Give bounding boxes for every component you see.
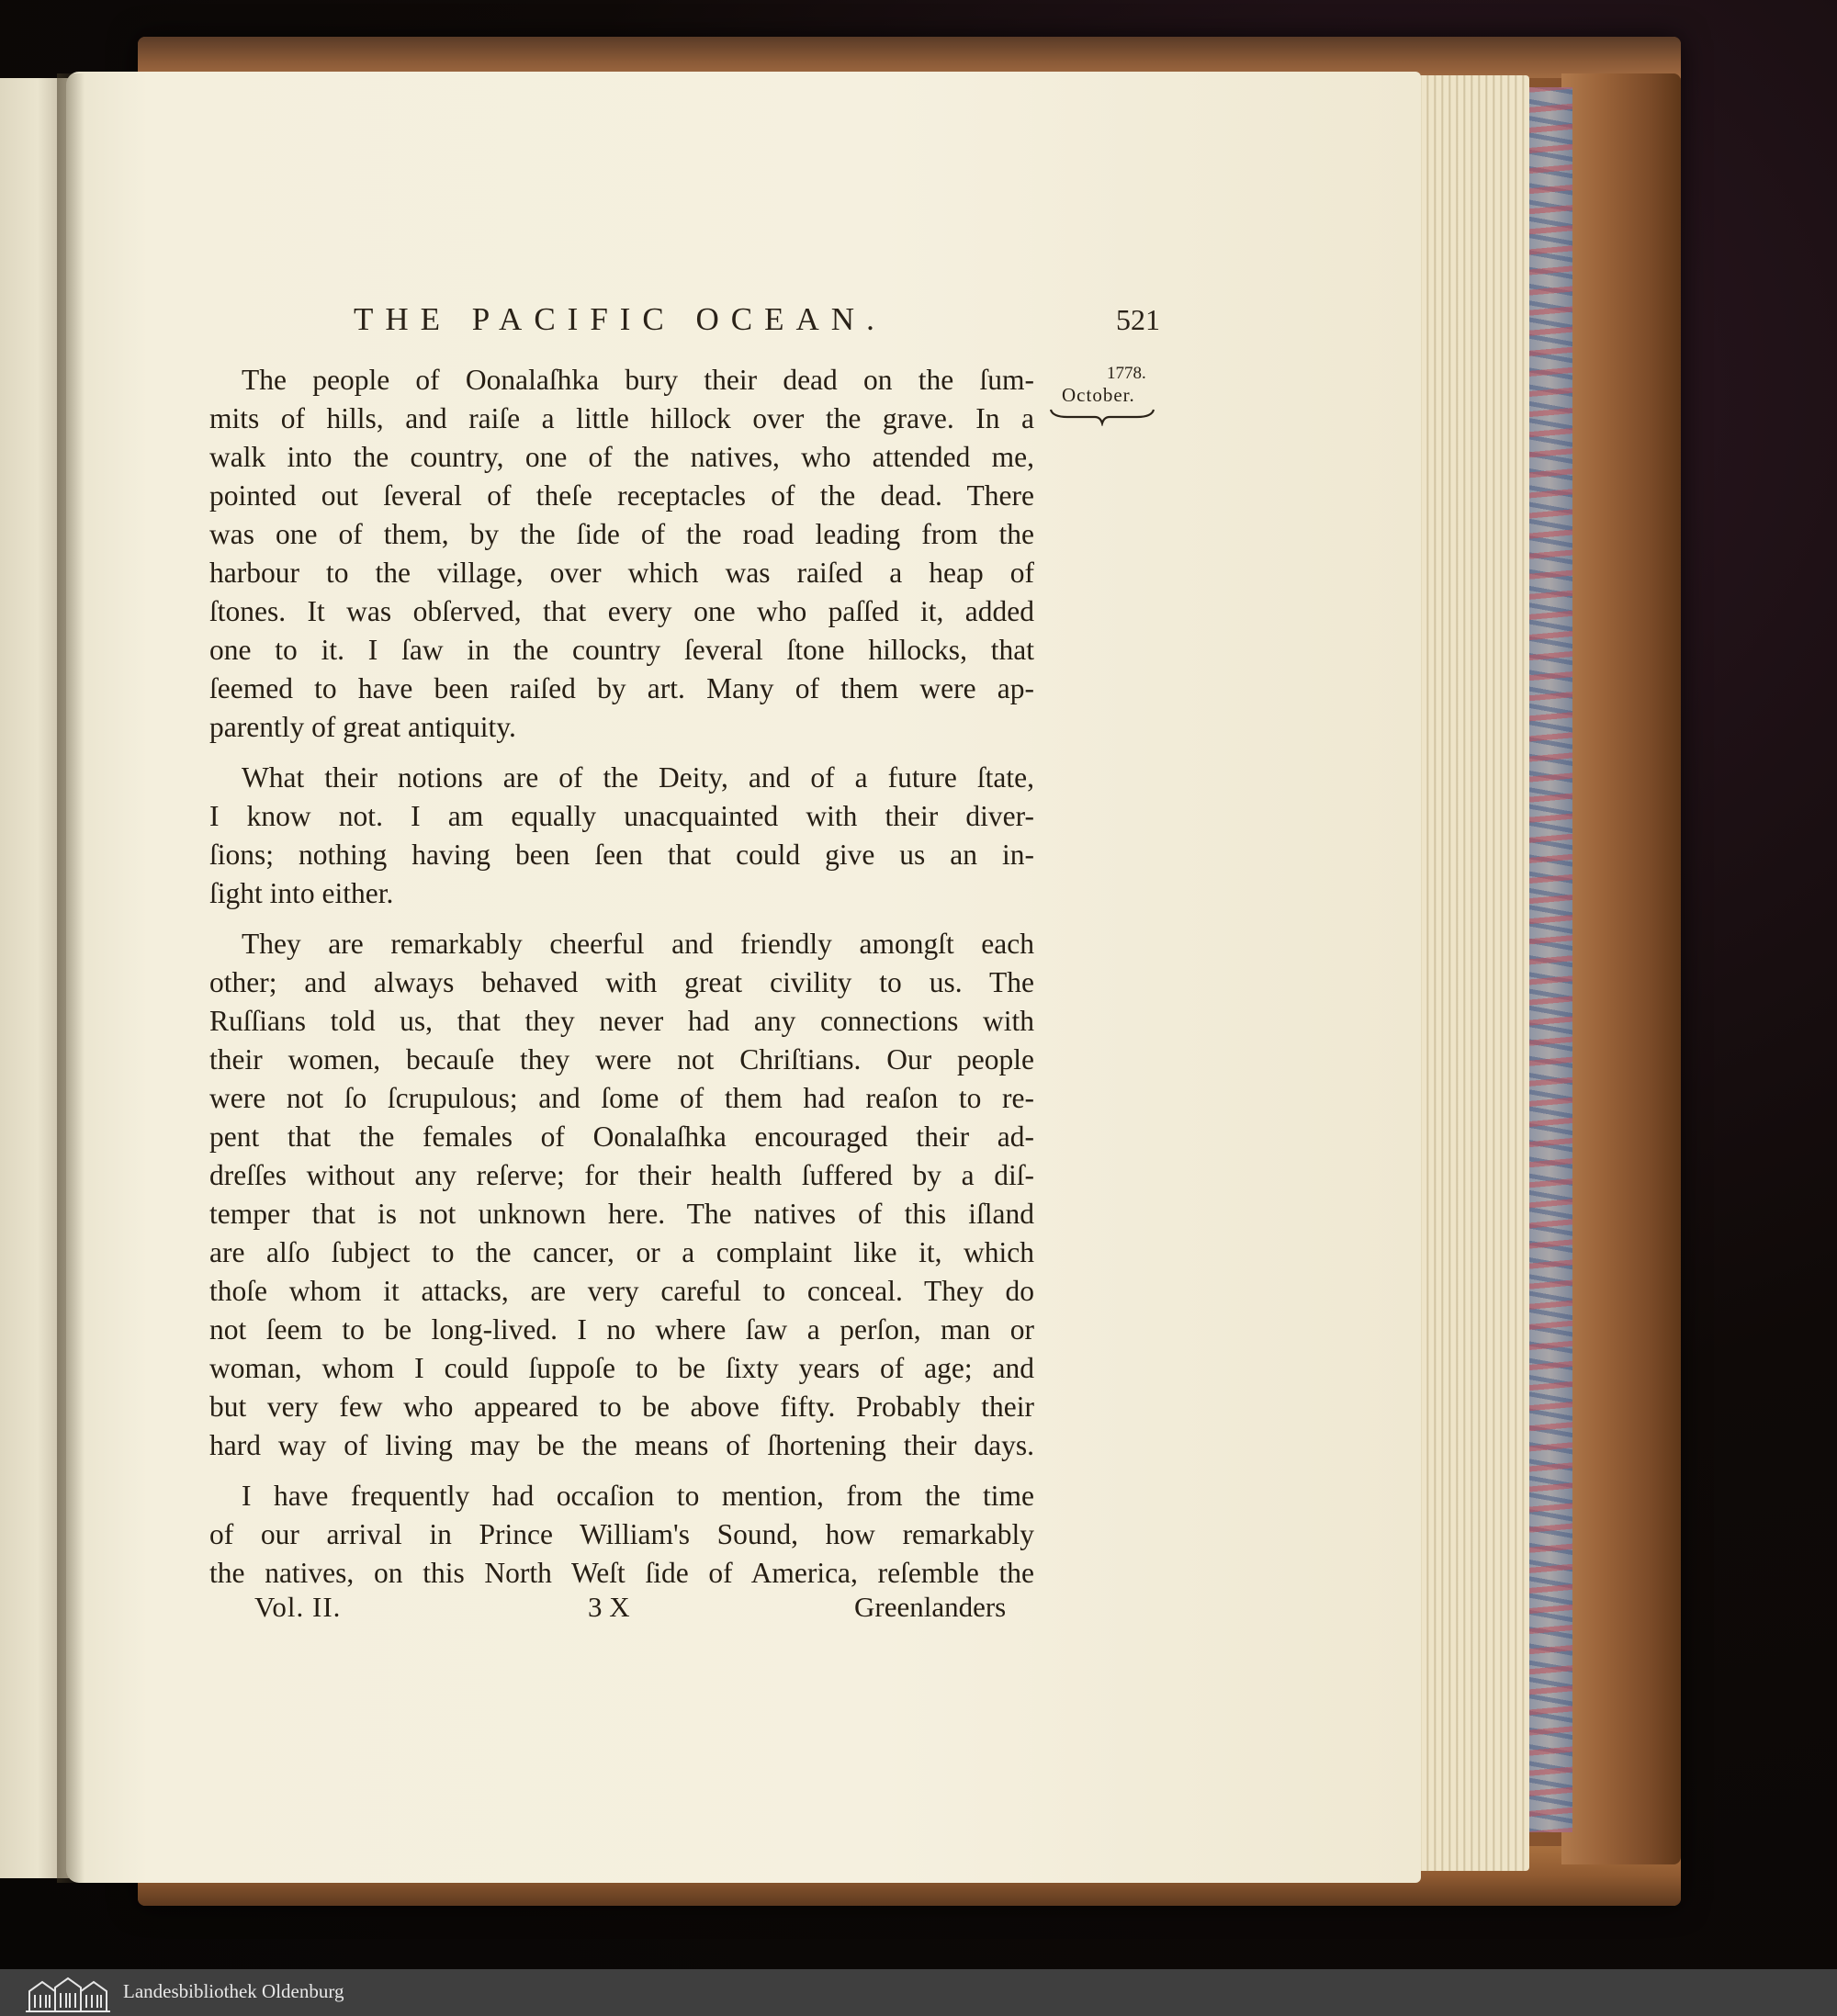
text-line: ſtones. It was obſerved, that every one who paſſed it, added bbox=[209, 595, 1034, 627]
marbled-edge bbox=[1527, 87, 1572, 1832]
library-building-icon bbox=[22, 1973, 114, 2013]
text-line: pointed out ſeveral of theſe receptacles of the dead. There bbox=[209, 479, 1034, 512]
gutter-shadow bbox=[57, 73, 85, 1883]
text-line: are alſo ſubject to the cancer, or a complaint like it, which bbox=[209, 1236, 1034, 1268]
margin-note-year: 1778. bbox=[1107, 364, 1146, 383]
text-line: were not ſo ſcrupulous; and ſome of them had reaſon to re- bbox=[209, 1082, 1034, 1114]
text-line: other; and always behaved with great civility to us. The bbox=[209, 966, 1034, 998]
footer-volume: Vol. II. bbox=[254, 1591, 342, 1623]
text-line: was one of them, by the ſide of the road leading from the bbox=[209, 518, 1034, 550]
text-line: parently of great antiquity. bbox=[209, 711, 516, 743]
library-bar bbox=[0, 1969, 1837, 2016]
text-line: I know not. I am equally unacquainted with their diver- bbox=[209, 800, 1034, 832]
text-line: their women, becauſe they were not Chriſtians. Our people bbox=[209, 1043, 1034, 1076]
text-line: walk into the country, one of the natives, who attended me, bbox=[209, 441, 1034, 473]
text-line: the natives, on this North Weſt ſide of America, reſemble the bbox=[209, 1557, 1034, 1589]
text-line: What their notions are of the Deity, and of a future ſtate, bbox=[242, 761, 1034, 794]
margin-brace bbox=[1049, 408, 1155, 426]
page-number: 521 bbox=[1116, 303, 1160, 336]
paragraph bbox=[209, 759, 1034, 913]
paragraph bbox=[209, 925, 1034, 1465]
text-line: not ſeem to be long-lived. I no where ſaw a perſon, man or bbox=[209, 1313, 1034, 1346]
page-stack bbox=[1414, 75, 1529, 1871]
text-line: dreſſes without any reſerve; for their health ſuffered by a diſ- bbox=[209, 1159, 1034, 1191]
text-line: harbour to the village, over which was raiſed a heap of bbox=[209, 557, 1034, 589]
text-line: ſions; nothing having been ſeen that could give us an in- bbox=[209, 839, 1034, 871]
text-line: one to it. I ſaw in the country ſeveral ſtone hillocks, that bbox=[209, 634, 1034, 666]
margin-note-month: October. bbox=[1062, 384, 1135, 406]
paragraph bbox=[209, 1477, 1034, 1593]
text-line: I have frequently had occaſion to mention, from the time bbox=[242, 1480, 1034, 1512]
text-line: ſeemed to have been raiſed by art. Many of them were ap- bbox=[209, 672, 1034, 704]
paragraph bbox=[209, 361, 1034, 747]
text-line: The people of Oonalaſhka bury their dead on the ſum- bbox=[242, 364, 1034, 396]
footer-catchword: Greenlanders bbox=[854, 1591, 1007, 1623]
running-head: THE PACIFIC OCEAN. bbox=[354, 301, 886, 337]
text-line: of our arrival in Prince William's Sound, how remarkably bbox=[209, 1518, 1034, 1550]
footer-signature: 3 X bbox=[588, 1591, 630, 1623]
cover-fore-edge bbox=[1561, 73, 1681, 1864]
text-line: They are remarkably cheerful and friendly amongſt each bbox=[242, 928, 1034, 960]
text-line: but very few who appeared to be above fifty. Probably their bbox=[209, 1391, 1034, 1423]
text-line: ſight into either. bbox=[209, 877, 394, 909]
text-line: temper that is not unknown here. The natives of this iſland bbox=[209, 1198, 1034, 1230]
library-name: Landesbibliothek Oldenburg bbox=[123, 1980, 344, 2002]
text-line: mits of hills, and raiſe a little hillock over the grave. In a bbox=[209, 402, 1034, 434]
text-line: thoſe whom it attacks, are very careful to conceal. They do bbox=[209, 1275, 1034, 1307]
text-line: pent that the females of Oonalaſhka encouraged their ad- bbox=[209, 1121, 1034, 1153]
body-text bbox=[209, 361, 1034, 1605]
text-line: hard way of living may be the means of ſhortening their days. bbox=[209, 1429, 1034, 1461]
text-line: Ruſſians told us, that they never had any connections with bbox=[209, 1005, 1034, 1037]
text-line: woman, whom I could ſuppoſe to be ſixty years of age; and bbox=[209, 1352, 1034, 1384]
